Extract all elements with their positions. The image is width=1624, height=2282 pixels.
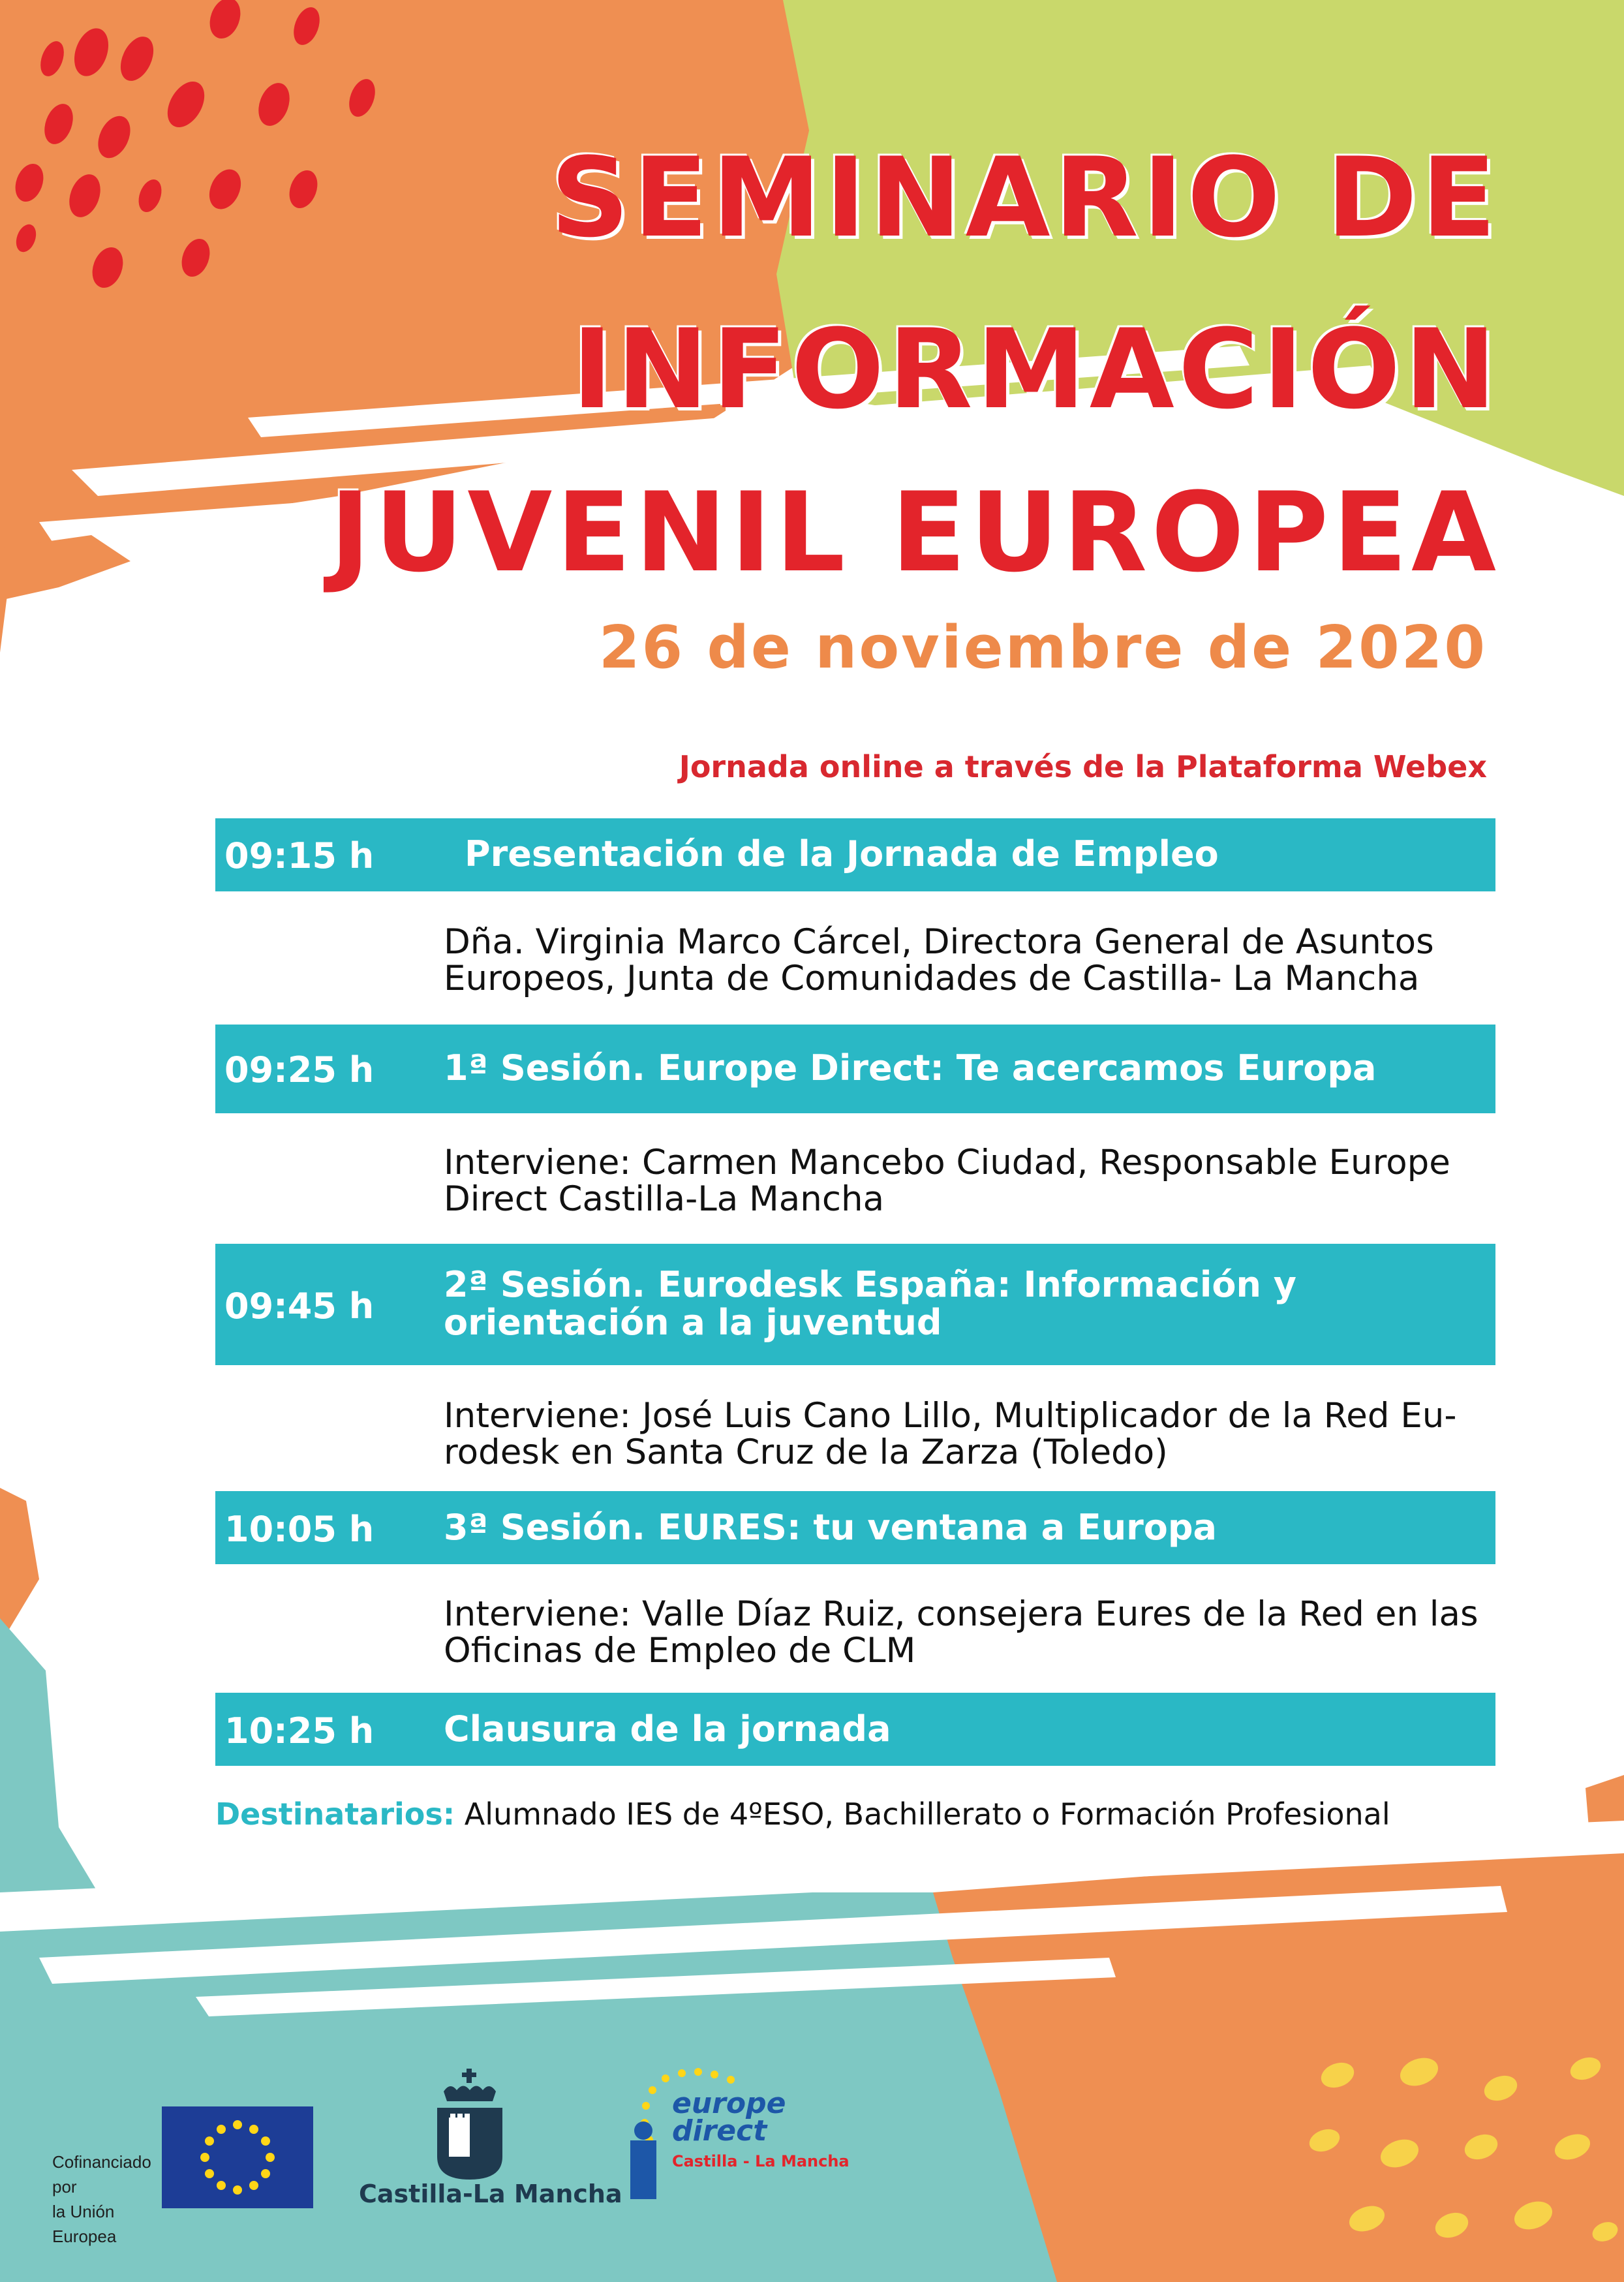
europe-direct-region: Castilla - La Mancha xyxy=(672,2152,850,2170)
schedule-bar-5 xyxy=(215,1693,1495,1766)
event-subtitle: Jornada online a través de la Plataforma Webex xyxy=(679,749,1487,784)
title-line-3: JUVENIL EUROPEA xyxy=(329,469,1500,596)
eu-text-line-2: la Unión Europea xyxy=(52,2202,117,2246)
audience-line xyxy=(215,1796,1390,1832)
detail-line: Oficinas de Empleo de CLM xyxy=(444,1631,916,1671)
schedule-bar-3 xyxy=(215,1244,1495,1365)
schedule-time: 09:15 h xyxy=(224,835,375,876)
audience-text: Alumnado IES de 4ºESO, Bachillerato o Formación Profesional xyxy=(455,1796,1390,1832)
eu-flag-icon xyxy=(162,2106,313,2208)
eu-cofinancing-text xyxy=(52,2150,163,2249)
schedule-details-2 xyxy=(444,1145,1481,1218)
schedule-time: 09:25 h xyxy=(224,1049,375,1090)
schedule-details-1 xyxy=(444,924,1481,997)
detail-line: Interviene: Valle Díaz Ruiz, consejera Eures de la Red en las xyxy=(444,1594,1478,1634)
schedule-time: 09:45 h xyxy=(224,1286,375,1327)
detail-line: Europeos, Junta de Comunidades de Castilla- La Mancha xyxy=(444,959,1420,998)
schedule-details-3 xyxy=(444,1398,1481,1471)
schedule-title-line: 2ª Sesión. Eurodesk España: Información y xyxy=(444,1264,1296,1305)
schedule-title: 1ª Sesión. Europe Direct: Te acercamos Europa xyxy=(444,1047,1377,1088)
detail-line: Interviene: Carmen Mancebo Ciudad, Responsable Europe xyxy=(444,1143,1450,1182)
europe-direct-word-1: europe xyxy=(672,2087,786,2120)
europe-direct-word-2: direct xyxy=(672,2114,767,2148)
detail-line: rodesk en Santa Cruz de la Zarza (Toledo) xyxy=(444,1432,1168,1472)
detail-line: Dña. Virginia Marco Cárcel, Directora General de Asuntos xyxy=(444,922,1434,962)
schedule-title: 3ª Sesión. EURES: tu ventana a Europa xyxy=(444,1507,1217,1548)
schedule-bar-4 xyxy=(215,1491,1495,1564)
title-line-2: INFORMACIÓN xyxy=(572,305,1500,433)
audience-separator: : xyxy=(442,1796,455,1832)
detail-line: Interviene: José Luis Cano Lillo, Multiplicador de la Red Eu- xyxy=(444,1396,1457,1436)
schedule-bar-2 xyxy=(215,1025,1495,1113)
audience-label: Destinatarios xyxy=(215,1796,443,1832)
detail-line: Direct Castilla-La Mancha xyxy=(444,1179,885,1219)
schedule-title: Presentación de la Jornada de Empleo xyxy=(465,833,1219,874)
schedule-bar-1 xyxy=(215,818,1495,891)
eu-text-line-1: Cofinanciado por xyxy=(52,2152,151,2197)
title-line-1: SEMINARIO DE xyxy=(550,134,1500,262)
event-date: 26 de noviembre de 2020 xyxy=(598,613,1487,682)
schedule-time: 10:05 h xyxy=(224,1509,375,1550)
schedule-title-line: orientación a la juventud xyxy=(444,1302,942,1343)
schedule-time: 10:25 h xyxy=(224,1710,375,1751)
schedule-details-4 xyxy=(444,1596,1481,1669)
castilla-la-mancha-label: Castilla-La Mancha xyxy=(359,2180,622,2208)
schedule-title: Clausura de la jornada xyxy=(444,1708,891,1750)
